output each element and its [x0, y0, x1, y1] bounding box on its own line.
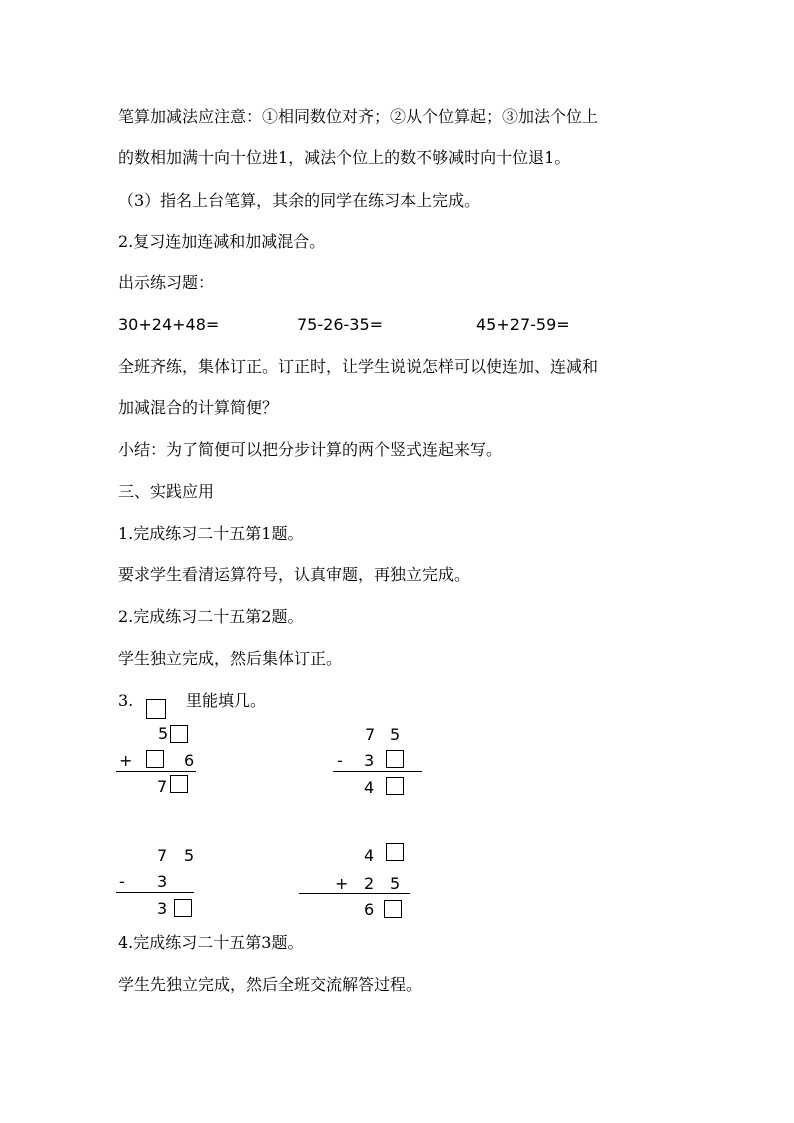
- digit: 5: [158, 724, 169, 743]
- blank-box-icon: [170, 775, 188, 793]
- blank-box-icon: [146, 750, 164, 768]
- blank-box-icon: [386, 843, 404, 861]
- item-number: 3.: [118, 691, 134, 710]
- exercise-3: 45+27-59=: [476, 315, 570, 334]
- task-line: 2.完成练习二十五第2题。: [118, 607, 304, 626]
- blank-box-icon: [386, 777, 404, 795]
- blank-box-icon: [170, 725, 188, 743]
- blank-box-icon: [146, 699, 166, 719]
- blank-box-icon: [384, 900, 402, 918]
- digit: 4: [364, 846, 375, 865]
- task-line: 1.完成练习二十五第1题。: [118, 524, 304, 543]
- blank-box-icon: [386, 750, 404, 768]
- difference-line: [333, 771, 422, 772]
- digit: 5: [390, 874, 401, 893]
- summary-line: 小结：为了简便可以把分步计算的两个竖式连起来写。: [118, 440, 503, 459]
- digit: 5: [390, 725, 401, 744]
- digit: 2: [364, 874, 375, 893]
- difference-line: [116, 892, 194, 893]
- paragraph-line: （3）指名上台笔算，其余的同学在练习本上完成。: [118, 191, 481, 210]
- paragraph-line: 全班齐练，集体订正。订正时，让学生说说怎样可以使连加、连减和: [118, 357, 599, 376]
- digit: 5: [184, 846, 195, 865]
- paragraph-line: 加减混合的计算简便？: [118, 398, 279, 417]
- paragraph-line: 学生独立完成，然后集体订正。: [118, 649, 343, 668]
- paragraph-line: 学生先独立完成，然后全班交流解答过程。: [118, 975, 423, 994]
- paragraph-line: 笔算加减法应注意：①相同数位对齐；②从个位算起；③加法个位上: [118, 107, 599, 126]
- section-heading: 三、实践应用: [118, 482, 215, 501]
- digit: 3: [157, 872, 168, 891]
- digit: 3: [157, 899, 168, 918]
- section-heading: 2.复习连加连减和加减混合。: [118, 232, 326, 251]
- exercise-1: 30+24+48=: [118, 315, 220, 334]
- digit: 7: [365, 725, 376, 744]
- digit: 7: [157, 846, 168, 865]
- operator: -: [119, 872, 125, 891]
- digit: 6: [364, 900, 375, 919]
- digit: 4: [364, 778, 375, 797]
- sum-line: [116, 771, 196, 772]
- sum-line: [299, 893, 410, 894]
- exercise-2: 75-26-35=: [297, 315, 384, 334]
- task-line: 4.完成练习二十五第3题。: [118, 933, 304, 952]
- paragraph-line: 要求学生看清运算符号，认真审题，再独立完成。: [118, 565, 471, 584]
- item-instruction: 里能填几。: [186, 691, 267, 710]
- paragraph-line: 的数相加满十向十位进1，减法个位上的数不够减时向十位退1。: [118, 148, 571, 167]
- operator: +: [119, 751, 133, 770]
- operator: -: [337, 751, 343, 770]
- paragraph-line: 出示练习题：: [118, 273, 215, 292]
- digit: 6: [184, 751, 195, 770]
- operator: +: [335, 874, 349, 893]
- blank-box-icon: [174, 899, 192, 917]
- digit: 3: [364, 751, 375, 770]
- digit: 7: [157, 777, 168, 796]
